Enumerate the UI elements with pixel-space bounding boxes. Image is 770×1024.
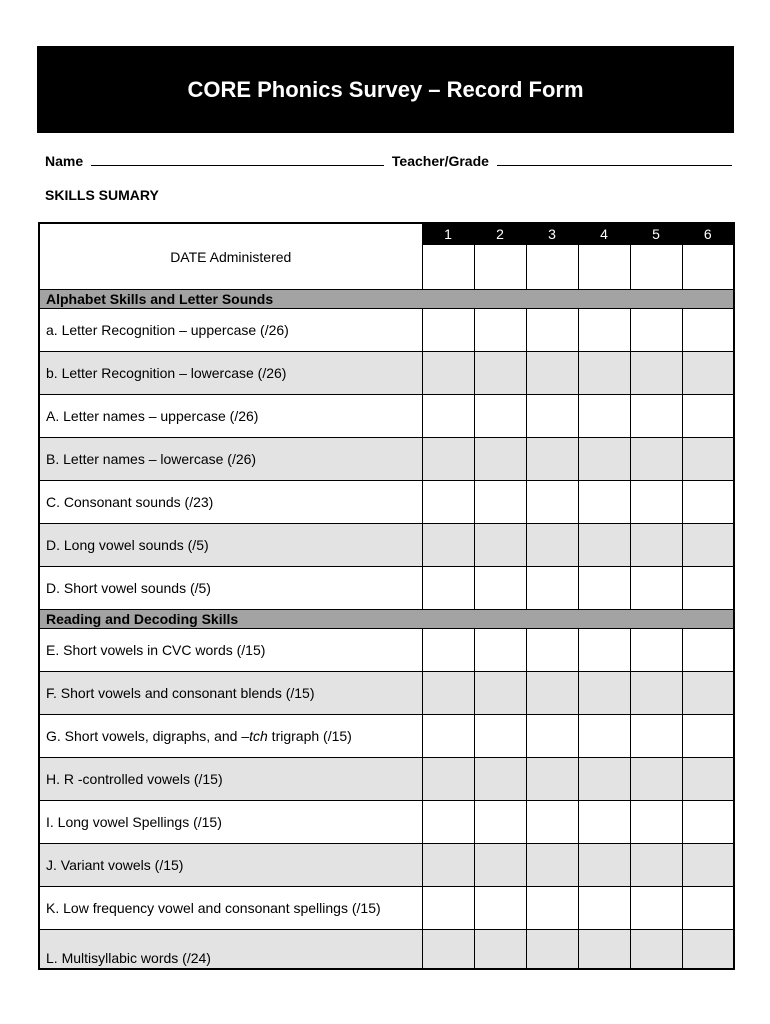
skill-row bbox=[39, 887, 734, 930]
form-title: CORE Phonics Survey – Record Form bbox=[37, 46, 734, 133]
score-cell[interactable] bbox=[578, 844, 630, 887]
teacher-grade-field[interactable] bbox=[497, 151, 732, 166]
skill-row bbox=[39, 930, 734, 970]
score-cell[interactable] bbox=[630, 887, 682, 930]
score-cell[interactable] bbox=[474, 309, 526, 352]
score-cell[interactable] bbox=[474, 567, 526, 610]
skill-row bbox=[39, 672, 734, 715]
skill-row bbox=[39, 715, 734, 758]
score-cell[interactable] bbox=[682, 887, 734, 930]
skill-label: B. Letter names – lowercase (/26) bbox=[39, 438, 422, 481]
score-cell[interactable] bbox=[422, 567, 474, 610]
date-cell[interactable] bbox=[630, 245, 682, 290]
score-cell[interactable] bbox=[578, 352, 630, 395]
score-cell[interactable] bbox=[526, 481, 578, 524]
score-cell[interactable] bbox=[682, 524, 734, 567]
score-cell[interactable] bbox=[578, 309, 630, 352]
score-cell[interactable] bbox=[578, 887, 630, 930]
skill-row bbox=[39, 309, 734, 352]
score-cell[interactable] bbox=[422, 887, 474, 930]
score-cell[interactable] bbox=[422, 395, 474, 438]
score-cell[interactable] bbox=[682, 801, 734, 844]
score-cell[interactable] bbox=[682, 672, 734, 715]
score-cell[interactable] bbox=[526, 352, 578, 395]
score-cell[interactable] bbox=[682, 481, 734, 524]
skill-row bbox=[39, 567, 734, 610]
score-cell[interactable] bbox=[422, 524, 474, 567]
skill-label: E. Short vowels in CVC words (/15) bbox=[39, 629, 422, 672]
teacher-grade-label: Teacher/Grade bbox=[391, 153, 489, 169]
score-cell[interactable] bbox=[474, 481, 526, 524]
score-cell[interactable] bbox=[630, 352, 682, 395]
score-cell[interactable] bbox=[422, 352, 474, 395]
score-cell[interactable] bbox=[422, 672, 474, 715]
skill-row bbox=[39, 629, 734, 672]
score-cell[interactable] bbox=[630, 930, 682, 970]
score-cell[interactable] bbox=[474, 629, 526, 672]
section-title: Reading and Decoding Skills bbox=[39, 610, 734, 629]
score-cell[interactable] bbox=[422, 801, 474, 844]
session-header: 2 bbox=[474, 223, 526, 245]
score-cell[interactable] bbox=[578, 801, 630, 844]
score-cell[interactable] bbox=[630, 758, 682, 801]
score-cell[interactable] bbox=[474, 801, 526, 844]
date-administered-label: DATE Administered bbox=[39, 223, 422, 290]
score-cell[interactable] bbox=[630, 801, 682, 844]
score-cell[interactable] bbox=[422, 309, 474, 352]
score-cell[interactable] bbox=[526, 438, 578, 481]
skill-label-italic: tch bbox=[249, 728, 268, 744]
score-cell[interactable] bbox=[578, 481, 630, 524]
skill-row bbox=[39, 395, 734, 438]
session-header: 5 bbox=[630, 223, 682, 245]
name-label: Name bbox=[45, 153, 84, 169]
skill-label: J. Variant vowels (/15) bbox=[39, 844, 422, 887]
session-header: 1 bbox=[422, 223, 474, 245]
score-cell[interactable] bbox=[682, 930, 734, 970]
skill-label-part: trigraph (/15) bbox=[267, 728, 352, 744]
score-cell[interactable] bbox=[630, 715, 682, 758]
skill-label: A. Letter names – uppercase (/26) bbox=[39, 395, 422, 438]
record-table bbox=[38, 222, 735, 970]
skill-row bbox=[39, 524, 734, 567]
score-cell[interactable] bbox=[682, 758, 734, 801]
score-cell[interactable] bbox=[422, 930, 474, 970]
score-cell[interactable] bbox=[682, 715, 734, 758]
session-header: 6 bbox=[682, 223, 734, 245]
skill-label bbox=[39, 715, 422, 758]
name-field[interactable] bbox=[91, 151, 384, 166]
score-cell[interactable] bbox=[474, 715, 526, 758]
session-header-row bbox=[39, 223, 734, 245]
score-cell[interactable] bbox=[526, 395, 578, 438]
score-cell[interactable] bbox=[578, 715, 630, 758]
score-cell[interactable] bbox=[422, 715, 474, 758]
score-cell[interactable] bbox=[578, 524, 630, 567]
score-cell[interactable] bbox=[682, 395, 734, 438]
score-cell[interactable] bbox=[526, 758, 578, 801]
score-cell[interactable] bbox=[526, 930, 578, 970]
score-cell[interactable] bbox=[630, 844, 682, 887]
score-cell[interactable] bbox=[474, 844, 526, 887]
skill-label: I. Long vowel Spellings (/15) bbox=[39, 801, 422, 844]
skill-row bbox=[39, 801, 734, 844]
score-cell[interactable] bbox=[526, 629, 578, 672]
score-cell[interactable] bbox=[422, 629, 474, 672]
skills-summary-heading: SKILLS SUMARY bbox=[45, 187, 159, 203]
session-header: 4 bbox=[578, 223, 630, 245]
score-cell[interactable] bbox=[578, 438, 630, 481]
session-header: 3 bbox=[526, 223, 578, 245]
score-cell[interactable] bbox=[630, 567, 682, 610]
skill-row bbox=[39, 844, 734, 887]
score-cell[interactable] bbox=[682, 352, 734, 395]
score-cell[interactable] bbox=[630, 309, 682, 352]
skill-row bbox=[39, 352, 734, 395]
score-cell[interactable] bbox=[526, 887, 578, 930]
skill-row bbox=[39, 758, 734, 801]
score-cell[interactable] bbox=[682, 438, 734, 481]
skill-label: C. Consonant sounds (/23) bbox=[39, 481, 422, 524]
skill-label: D. Long vowel sounds (/5) bbox=[39, 524, 422, 567]
section-header-row bbox=[39, 610, 734, 629]
skill-label-part: G. Short vowels, digraphs, and – bbox=[46, 728, 250, 744]
score-cell[interactable] bbox=[474, 887, 526, 930]
score-cell[interactable] bbox=[526, 844, 578, 887]
score-cell[interactable] bbox=[474, 395, 526, 438]
score-cell[interactable] bbox=[630, 395, 682, 438]
score-cell[interactable] bbox=[630, 672, 682, 715]
score-cell[interactable] bbox=[630, 524, 682, 567]
score-cell[interactable] bbox=[474, 524, 526, 567]
score-cell[interactable] bbox=[526, 715, 578, 758]
score-cell[interactable] bbox=[578, 629, 630, 672]
score-cell[interactable] bbox=[526, 309, 578, 352]
score-cell[interactable] bbox=[526, 672, 578, 715]
score-cell[interactable] bbox=[474, 672, 526, 715]
skill-label: H. R -controlled vowels (/15) bbox=[39, 758, 422, 801]
score-cell[interactable] bbox=[578, 930, 630, 970]
score-cell[interactable] bbox=[526, 524, 578, 567]
score-cell[interactable] bbox=[526, 567, 578, 610]
score-cell[interactable] bbox=[578, 672, 630, 715]
score-cell[interactable] bbox=[682, 844, 734, 887]
score-cell[interactable] bbox=[578, 395, 630, 438]
skill-label: b. Letter Recognition – lowercase (/26) bbox=[39, 352, 422, 395]
date-cell[interactable] bbox=[526, 245, 578, 290]
score-cell[interactable] bbox=[474, 758, 526, 801]
score-cell[interactable] bbox=[578, 758, 630, 801]
score-cell[interactable] bbox=[474, 352, 526, 395]
score-cell[interactable] bbox=[422, 758, 474, 801]
skill-label: a. Letter Recognition – uppercase (/26) bbox=[39, 309, 422, 352]
score-cell[interactable] bbox=[422, 438, 474, 481]
score-cell[interactable] bbox=[630, 481, 682, 524]
name-teacher-line bbox=[45, 151, 735, 169]
score-cell[interactable] bbox=[422, 481, 474, 524]
score-cell[interactable] bbox=[682, 309, 734, 352]
score-cell[interactable] bbox=[422, 844, 474, 887]
skill-label: K. Low frequency vowel and consonant spellings (/15) bbox=[39, 887, 422, 930]
skill-row bbox=[39, 481, 734, 524]
date-cell[interactable] bbox=[422, 245, 474, 290]
date-cell[interactable] bbox=[682, 245, 734, 290]
score-cell[interactable] bbox=[682, 567, 734, 610]
score-cell[interactable] bbox=[526, 801, 578, 844]
date-cell[interactable] bbox=[474, 245, 526, 290]
score-cell[interactable] bbox=[682, 629, 734, 672]
section-header-row bbox=[39, 290, 734, 309]
skill-label: L. Multisyllabic words (/24) bbox=[39, 930, 422, 970]
date-cell[interactable] bbox=[578, 245, 630, 290]
score-cell[interactable] bbox=[474, 438, 526, 481]
score-cell[interactable] bbox=[630, 629, 682, 672]
score-cell[interactable] bbox=[578, 567, 630, 610]
skill-label: D. Short vowel sounds (/5) bbox=[39, 567, 422, 610]
score-cell[interactable] bbox=[474, 930, 526, 970]
section-title: Alphabet Skills and Letter Sounds bbox=[39, 290, 734, 309]
skill-label: F. Short vowels and consonant blends (/15) bbox=[39, 672, 422, 715]
skill-row bbox=[39, 438, 734, 481]
score-cell[interactable] bbox=[630, 438, 682, 481]
